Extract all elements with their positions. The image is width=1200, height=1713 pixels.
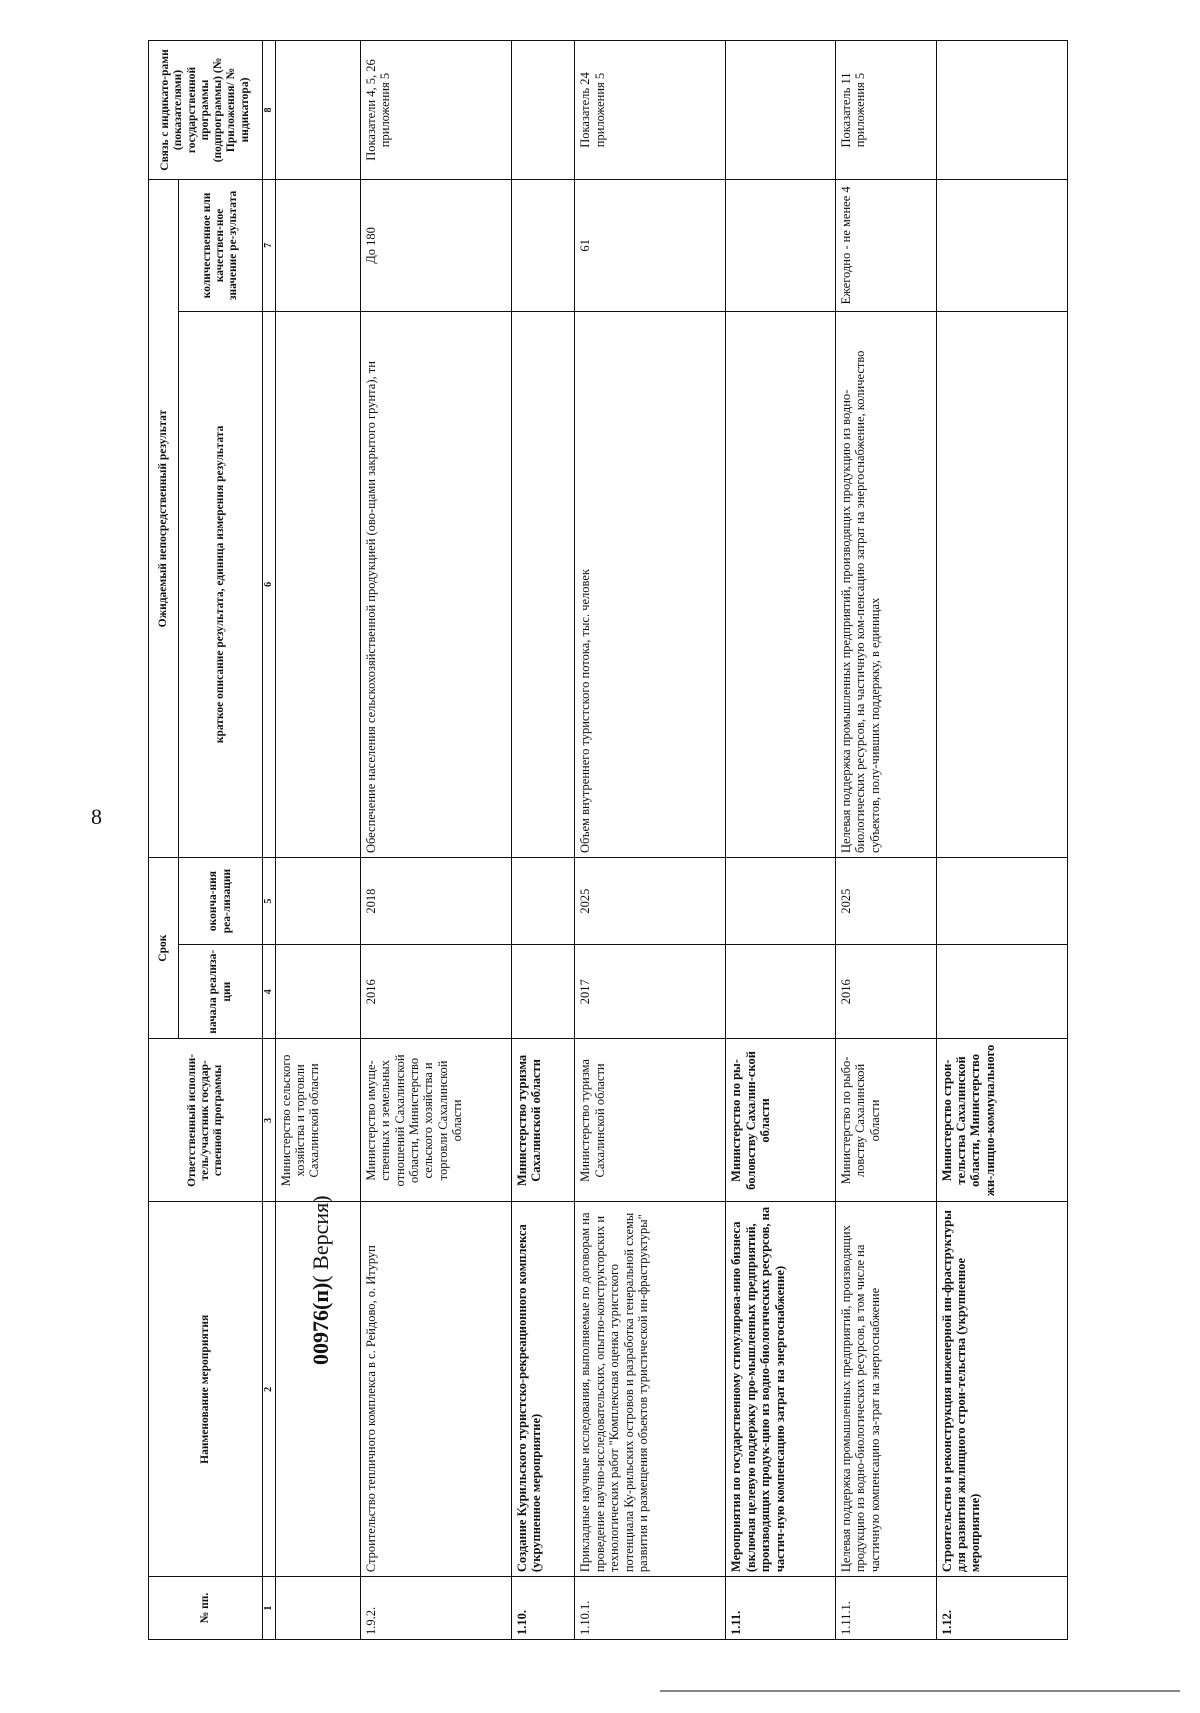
header-executor: Ответственный исполни-тель/участник государ-ственной программы (149, 1039, 263, 1202)
table-row (936, 41, 1067, 1640)
cell-name (275, 1202, 360, 1577)
header-expected: Ожидаемый непосредственный результат (149, 180, 179, 858)
cell-start: 2017 (575, 945, 726, 1039)
cell-end (275, 858, 360, 945)
cell-desc: Целевая поддержка промышленных предприятий, производящих продукцию из водно-биологических ресурсов, на частичную ком-пенсацию затрат на энергоснабжение, количество субъектов, полу-чивших поддержку, в единицах (835, 311, 936, 857)
cell-qty (511, 180, 574, 312)
colnum: 4 (263, 945, 276, 1039)
header-num: № пп. (149, 1577, 263, 1640)
header-term: Срок (149, 858, 179, 1039)
cell-link (275, 41, 360, 180)
cell-name: Мероприятия по государственному стимулирова-нию бизнеса (включая целевую поддержку про-мышленных предприятий, производящих продук-цию из водно-биологических ресурсов, на частич-ную компенсацию затрат на энергоснабжение) (726, 1202, 835, 1577)
table-row (835, 41, 936, 1640)
cell-link: Показатель 11 приложения 5 (835, 41, 936, 180)
cell-num: 1.11.1. (835, 1577, 936, 1640)
cell-num: 1.9.2. (360, 1577, 511, 1640)
colnum: 8 (263, 41, 276, 180)
cell-link (511, 41, 574, 180)
header-start: начала реализа-ции (179, 945, 263, 1039)
cell-name: Прикладные научные исследования, выполняемые по договорам на проведение научно-исследовательских, опытно-конструкторских и технологических работ "Комплексная оценка туристского потенциала Ку-рильских островов и разработка генеральной схемы развития и размещения объектов туристической ин-фраструктуры" (575, 1202, 726, 1577)
cell-desc (275, 311, 360, 857)
cell-start (936, 945, 1067, 1039)
cell-qty: 61 (575, 180, 726, 312)
cell-start (275, 945, 360, 1039)
cell-end (726, 858, 835, 945)
cell-desc: Обеспечение населения сельскохозяйственной продукцией (ово-щами закрытого грунта), тн (360, 311, 511, 857)
table-row (275, 41, 360, 1640)
cell-name: Строительство и реконструкция инженерной ин-фраструктуры для развития жилищного строи-тельства (укрупненное мероприятие) (936, 1202, 1067, 1577)
table-row (726, 41, 835, 1640)
cell-qty (275, 180, 360, 312)
table-row (575, 41, 726, 1640)
column-numbers-row (263, 41, 276, 1640)
cell-name: Строительство тепличного комплекса в с. Рейдово, о. Итуруп (360, 1202, 511, 1577)
cell-name: Целевая поддержка промышленных предприятий, производящих продукцию из водно-биологических ресурсов, в том числе на частичную компенсацию за-трат на энергоснабжение (835, 1202, 936, 1577)
table-row (360, 41, 511, 1640)
colnum: 1 (263, 1577, 276, 1640)
colnum: 2 (263, 1202, 276, 1577)
cell-end (511, 858, 574, 945)
cell-num: 1.10.1. (575, 1577, 726, 1640)
cell-num: 1.12. (936, 1577, 1067, 1640)
colnum: 5 (263, 858, 276, 945)
cell-link: Показатели 4, 5, 26 приложения 5 (360, 41, 511, 180)
scan-artifact-line (660, 1690, 1180, 1692)
header-link: Связь с индикато-рами (показателями) государственной программы (подпрограммы) (№ Приложения/ № индикатора) (149, 41, 263, 180)
cell-executor: Министерство сельского хозяйства и торговли Сахалинской области (275, 1039, 360, 1202)
cell-desc (726, 311, 835, 857)
rotated-table-container (148, 40, 1068, 1640)
header-end: оконча-ния реа-лизации (179, 858, 263, 945)
footer-code: 00976(п) (308, 1282, 333, 1365)
cell-link (936, 41, 1067, 180)
cell-start: 2016 (360, 945, 511, 1039)
cell-start: 2016 (835, 945, 936, 1039)
cell-qty: Ежегодно - не менее 4 (835, 180, 936, 312)
cell-executor: Министерство туризма Сахалинской области (511, 1039, 574, 1202)
cell-name: Создание Курильского туристско-рекреационного комплекса (укрупненное мероприятие) (511, 1202, 574, 1577)
cell-start (511, 945, 574, 1039)
cell-executor: Министерство туризма Сахалинской области (575, 1039, 726, 1202)
cell-desc: Объем внутреннего туристского потока, тыс. человек (575, 311, 726, 857)
cell-link (726, 41, 835, 180)
cell-executor: Министерство имуще-ственных и земельных отношений Сахалинской области, Министерство сельского хозяйства и торговли Сахалинской области (360, 1039, 511, 1202)
cell-desc (511, 311, 574, 857)
header-qty: количественное или качествен-ное значение ре-зультата (179, 180, 263, 312)
cell-num: 1.10. (511, 1577, 574, 1640)
cell-executor: Министерство по рыбо-ловству Сахалинской области (835, 1039, 936, 1202)
cell-end: 2025 (575, 858, 726, 945)
cell-qty: До 180 (360, 180, 511, 312)
cell-end (936, 858, 1067, 945)
activities-table (148, 40, 1068, 1640)
cell-executor: Министерство по ры-боловству Сахалин-ской области (726, 1039, 835, 1202)
cell-num (275, 1577, 360, 1640)
cell-start (726, 945, 835, 1039)
table-row (511, 41, 574, 1640)
cell-qty (936, 180, 1067, 312)
header-name: Наименование мероприятия (149, 1202, 263, 1577)
header-desc: краткое описание результата, единица измерения результата (179, 311, 263, 857)
footer-version: ( Версия) (308, 1195, 333, 1283)
cell-end: 2025 (835, 858, 936, 945)
cell-link: Показатель 24 приложения 5 (575, 41, 726, 180)
cell-executor: Министерство строи-тельства Сахалинской области, Министерство жи-лищно-коммунального (936, 1039, 1067, 1202)
colnum: 7 (263, 180, 276, 312)
colnum: 6 (263, 311, 276, 857)
cell-desc (936, 311, 1067, 857)
colnum: 3 (263, 1039, 276, 1202)
cell-num: 1.11. (726, 1577, 835, 1640)
cell-end: 2018 (360, 858, 511, 945)
cell-qty (726, 180, 835, 312)
page-number: 8 (91, 804, 102, 829)
